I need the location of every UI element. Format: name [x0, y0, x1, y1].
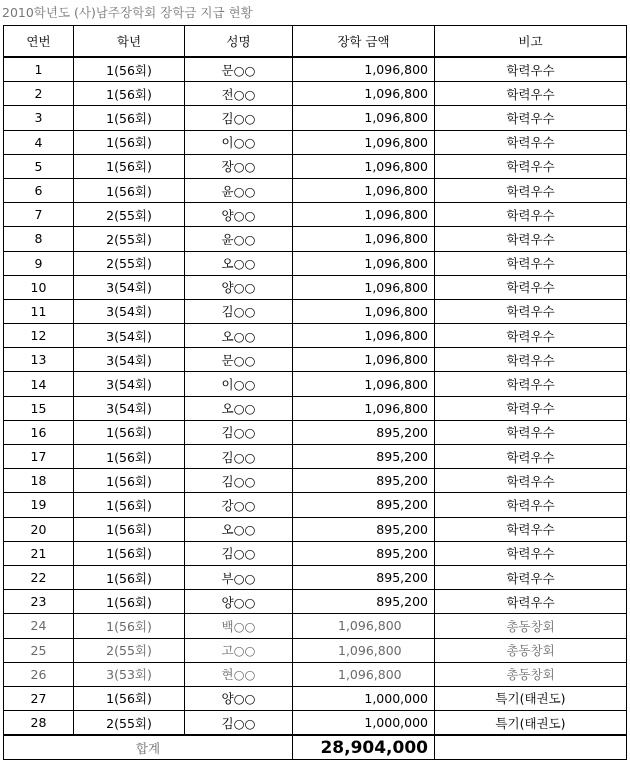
table-row — [4, 82, 627, 106]
cell-amount: 1,096,800 — [293, 662, 435, 686]
document-title: 2010학년도 (사)남주장학회 장학금 지급 현황 — [2, 5, 253, 20]
cell-grade: 1(56회) — [74, 565, 185, 589]
cell-name: 강○○ — [185, 493, 293, 517]
cell-grade: 2(55회) — [74, 638, 185, 662]
cell-grade: 3(54회) — [74, 396, 185, 420]
cell-amount: 1,096,800 — [293, 324, 435, 348]
table-row — [4, 420, 627, 444]
cell-no: 27 — [4, 686, 74, 710]
cell-amount: 1,096,800 — [293, 348, 435, 372]
table-row — [4, 251, 627, 275]
table-row — [4, 57, 627, 82]
cell-name: 양○○ — [185, 203, 293, 227]
cell-note: 총동창회 — [435, 614, 627, 638]
cell-amount: 1,096,800 — [293, 614, 435, 638]
cell-note: 학력우수 — [435, 178, 627, 202]
header-note: 비고 — [435, 26, 627, 58]
cell-amount: 1,096,800 — [293, 299, 435, 323]
cell-amount: 1,096,800 — [293, 638, 435, 662]
cell-no: 3 — [4, 106, 74, 130]
cell-note: 특기(태권도) — [435, 711, 627, 736]
cell-no: 15 — [4, 396, 74, 420]
header-row — [4, 26, 627, 58]
cell-no: 26 — [4, 662, 74, 686]
cell-note: 학력우수 — [435, 324, 627, 348]
cell-no: 8 — [4, 227, 74, 251]
cell-name: 양○○ — [185, 590, 293, 614]
table-row — [4, 275, 627, 299]
cell-note: 학력우수 — [435, 565, 627, 589]
header-grade: 학년 — [74, 26, 185, 58]
cell-grade: 2(55회) — [74, 203, 185, 227]
table-row — [4, 372, 627, 396]
table-row — [4, 590, 627, 614]
cell-name: 양○○ — [185, 686, 293, 710]
cell-grade: 1(56회) — [74, 178, 185, 202]
cell-grade: 3(54회) — [74, 299, 185, 323]
cell-no: 28 — [4, 711, 74, 736]
table-row — [4, 227, 627, 251]
table-row — [4, 178, 627, 202]
table-row — [4, 711, 627, 736]
cell-note: 학력우수 — [435, 106, 627, 130]
cell-note: 학력우수 — [435, 82, 627, 106]
cell-amount: 895,200 — [293, 565, 435, 589]
cell-amount: 895,200 — [293, 445, 435, 469]
cell-amount: 1,096,800 — [293, 130, 435, 154]
cell-grade: 2(55회) — [74, 251, 185, 275]
cell-amount: 1,096,800 — [293, 178, 435, 202]
header-name: 성명 — [185, 26, 293, 58]
cell-no: 24 — [4, 614, 74, 638]
cell-grade: 1(56회) — [74, 517, 185, 541]
cell-no: 9 — [4, 251, 74, 275]
total-note-empty — [435, 735, 627, 760]
table-row — [4, 299, 627, 323]
table-row — [4, 396, 627, 420]
cell-name: 오○○ — [185, 517, 293, 541]
cell-note: 총동창회 — [435, 662, 627, 686]
cell-name: 윤○○ — [185, 227, 293, 251]
cell-name: 김○○ — [185, 541, 293, 565]
cell-name: 문○○ — [185, 57, 293, 82]
cell-amount: 1,096,800 — [293, 227, 435, 251]
table-row — [4, 469, 627, 493]
cell-note: 학력우수 — [435, 227, 627, 251]
cell-no: 5 — [4, 154, 74, 178]
table-row — [4, 203, 627, 227]
cell-no: 23 — [4, 590, 74, 614]
cell-note: 학력우수 — [435, 372, 627, 396]
table-row — [4, 541, 627, 565]
cell-grade: 1(56회) — [74, 57, 185, 82]
table-row — [4, 662, 627, 686]
table-row — [4, 565, 627, 589]
cell-no: 13 — [4, 348, 74, 372]
cell-note: 학력우수 — [435, 130, 627, 154]
cell-name: 김○○ — [185, 445, 293, 469]
cell-no: 17 — [4, 445, 74, 469]
table-row — [4, 130, 627, 154]
cell-grade: 3(54회) — [74, 372, 185, 396]
cell-name: 양○○ — [185, 275, 293, 299]
cell-grade: 1(56회) — [74, 541, 185, 565]
cell-amount: 895,200 — [293, 517, 435, 541]
cell-name: 윤○○ — [185, 178, 293, 202]
cell-note: 학력우수 — [435, 493, 627, 517]
cell-note: 학력우수 — [435, 396, 627, 420]
cell-amount: 895,200 — [293, 469, 435, 493]
cell-name: 백○○ — [185, 614, 293, 638]
cell-note: 학력우수 — [435, 348, 627, 372]
cell-name: 전○○ — [185, 82, 293, 106]
cell-note: 학력우수 — [435, 299, 627, 323]
cell-name: 현○○ — [185, 662, 293, 686]
cell-name: 부○○ — [185, 565, 293, 589]
cell-note: 특기(태권도) — [435, 686, 627, 710]
cell-note: 학력우수 — [435, 517, 627, 541]
cell-amount: 1,096,800 — [293, 251, 435, 275]
cell-no: 6 — [4, 178, 74, 202]
cell-grade: 1(56회) — [74, 130, 185, 154]
cell-note: 학력우수 — [435, 469, 627, 493]
cell-grade: 1(56회) — [74, 493, 185, 517]
cell-name: 문○○ — [185, 348, 293, 372]
cell-no: 21 — [4, 541, 74, 565]
cell-amount: 1,096,800 — [293, 275, 435, 299]
table-row — [4, 493, 627, 517]
cell-name: 오○○ — [185, 324, 293, 348]
scholarship-table — [3, 25, 627, 760]
cell-name: 장○○ — [185, 154, 293, 178]
cell-no: 18 — [4, 469, 74, 493]
cell-grade: 1(56회) — [74, 590, 185, 614]
cell-name: 김○○ — [185, 299, 293, 323]
cell-name: 김○○ — [185, 711, 293, 736]
cell-no: 1 — [4, 57, 74, 82]
cell-amount: 1,096,800 — [293, 106, 435, 130]
total-label: 합계 — [4, 735, 293, 760]
cell-note: 학력우수 — [435, 154, 627, 178]
cell-amount: 1,096,800 — [293, 82, 435, 106]
cell-note: 학력우수 — [435, 203, 627, 227]
cell-note: 학력우수 — [435, 275, 627, 299]
table-row — [4, 638, 627, 662]
cell-name: 이○○ — [185, 130, 293, 154]
cell-amount: 1,096,800 — [293, 396, 435, 420]
table-row — [4, 517, 627, 541]
cell-grade: 1(56회) — [74, 469, 185, 493]
cell-note: 학력우수 — [435, 420, 627, 444]
cell-amount: 1,096,800 — [293, 372, 435, 396]
cell-name: 오○○ — [185, 251, 293, 275]
cell-note: 학력우수 — [435, 57, 627, 82]
table-row — [4, 154, 627, 178]
cell-no: 19 — [4, 493, 74, 517]
cell-grade: 2(55회) — [74, 227, 185, 251]
table-row — [4, 348, 627, 372]
cell-grade: 1(56회) — [74, 420, 185, 444]
cell-no: 12 — [4, 324, 74, 348]
cell-name: 김○○ — [185, 106, 293, 130]
cell-amount: 895,200 — [293, 420, 435, 444]
cell-no: 2 — [4, 82, 74, 106]
cell-no: 22 — [4, 565, 74, 589]
header-amount: 장학 금액 — [293, 26, 435, 58]
cell-grade: 1(56회) — [74, 614, 185, 638]
table-row — [4, 686, 627, 710]
cell-grade: 1(56회) — [74, 106, 185, 130]
cell-note: 학력우수 — [435, 541, 627, 565]
cell-grade: 1(56회) — [74, 686, 185, 710]
cell-grade: 1(56회) — [74, 82, 185, 106]
cell-no: 11 — [4, 299, 74, 323]
cell-amount: 1,096,800 — [293, 203, 435, 227]
total-amount: 28,904,000 — [293, 735, 435, 760]
cell-grade: 2(55회) — [74, 711, 185, 736]
cell-grade: 3(53회) — [74, 662, 185, 686]
header-no: 연번 — [4, 26, 74, 58]
cell-no: 25 — [4, 638, 74, 662]
cell-name: 고○○ — [185, 638, 293, 662]
cell-no: 14 — [4, 372, 74, 396]
cell-no: 4 — [4, 130, 74, 154]
cell-note: 학력우수 — [435, 590, 627, 614]
cell-no: 7 — [4, 203, 74, 227]
cell-amount: 895,200 — [293, 493, 435, 517]
cell-note: 학력우수 — [435, 251, 627, 275]
cell-no: 10 — [4, 275, 74, 299]
table-row — [4, 445, 627, 469]
cell-grade: 1(56회) — [74, 445, 185, 469]
table-row — [4, 614, 627, 638]
cell-amount: 1,000,000 — [293, 686, 435, 710]
cell-no: 20 — [4, 517, 74, 541]
cell-name: 오○○ — [185, 396, 293, 420]
total-row — [4, 735, 627, 760]
table-row — [4, 106, 627, 130]
cell-amount: 895,200 — [293, 590, 435, 614]
cell-grade: 3(54회) — [74, 348, 185, 372]
cell-name: 김○○ — [185, 469, 293, 493]
cell-name: 김○○ — [185, 420, 293, 444]
cell-amount: 1,000,000 — [293, 711, 435, 736]
cell-grade: 1(56회) — [74, 154, 185, 178]
cell-grade: 3(54회) — [74, 275, 185, 299]
cell-name: 이○○ — [185, 372, 293, 396]
cell-note: 학력우수 — [435, 445, 627, 469]
cell-note: 총동창회 — [435, 638, 627, 662]
cell-amount: 1,096,800 — [293, 154, 435, 178]
table-row — [4, 324, 627, 348]
cell-amount: 1,096,800 — [293, 57, 435, 82]
cell-amount: 895,200 — [293, 541, 435, 565]
cell-no: 16 — [4, 420, 74, 444]
cell-grade: 3(54회) — [74, 324, 185, 348]
